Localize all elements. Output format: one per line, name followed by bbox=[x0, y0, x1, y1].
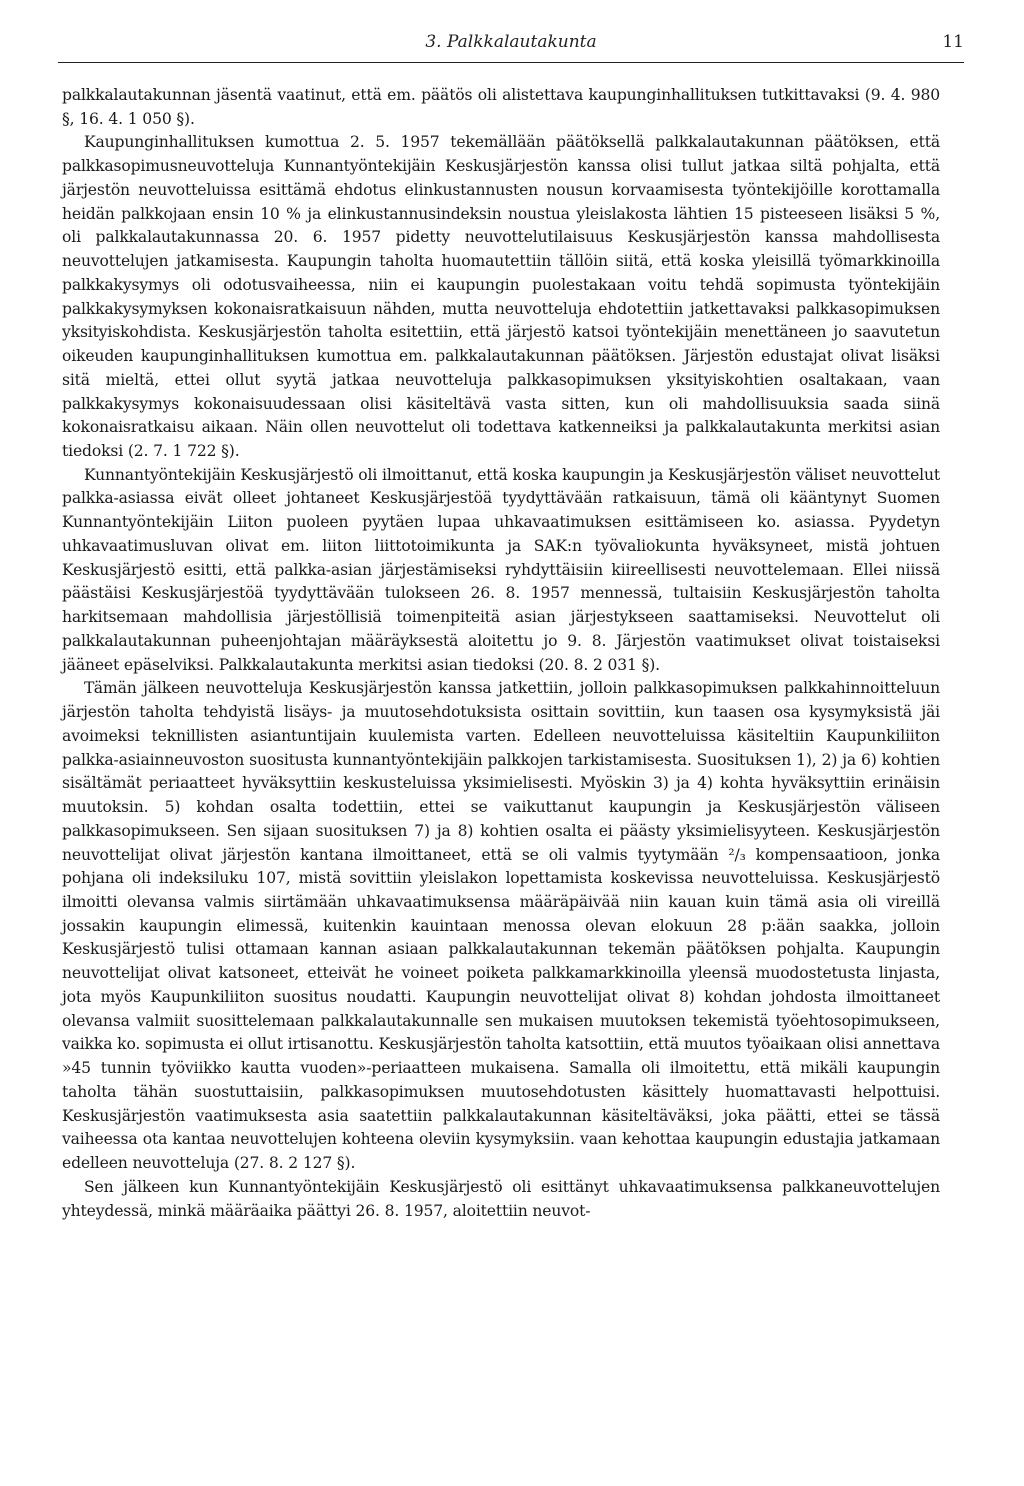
page-number: 11 bbox=[942, 32, 964, 52]
paragraph: Kaupunginhallituksen kumottua 2. 5. 1957 tekemällään päätöksellä palkkalautakunnan päätöksen, että palkkasopimusneuvotteluja Kunnantyöntekijäin Keskusjärjestön kanssa olisi tullut jatkaa siltä pohjalta, että järjestön neuvotteluissa esittämä ehdotus elinkustannusten nousun korvaamisesta työntekijöille korottamalla heidän palkkojaan ensin 10 % ja elinkustannusindeksin noustua yleislakosta lähtien 15 pisteeseen lisäksi 5 %, oli palkkalautakunnassa 20. 6. 1957 pidetty neuvottelutilaisuus Keskusjärjestön kanssa mahdollisesta neuvottelujen jatkamisesta. Kaupungin taholta huomautettiin tällöin siitä, että koska yleisillä työmarkkinoilla palkkakysymys oli odotusvaiheessa, niin ei kaupungin puolestakaan voitu tehdä sopimusta työntekijäin palkkakysymyksen kokonaisratkaisuun nähden, mutta neuvotteluja ehdotettiin jatkettavaksi palkkasopimuksen yksityiskohdista. Keskusjärjestön taholta esitettiin, että järjestö katsoi työntekijäin menettäneen jo saavutetun oikeuden kaupunginhallituksen kumottua em. palkkalautakunnan päätöksen. Järjestön edustajat olivat lisäksi sitä mieltä, ettei ollut syytä jatkaa neuvotteluja palkkasopimuksen yksityiskohtien osaltakaan, vaan palkkakysymys kokonaisuudessaan olisi käsiteltävä vasta sitten, kun oli mahdollisuuksia saada siinä kokonaisratkaisu aikaan. Näin ollen neuvottelut oli todettava katkenneiksi ja palkkalautakunta merkitsi asian tiedoksi (2. 7. 1 722 §). bbox=[62, 133, 940, 461]
paragraph: palkkalautakunnan jäsentä vaatinut, että em. päätös oli alistettava kaupunginhallituksen tutkittavaksi (9. 4. 980 §, 16. 4. 1 050 §). bbox=[62, 86, 940, 128]
paragraph: Tämän jälkeen neuvotteluja Keskusjärjestön kanssa jatkettiin, jolloin palkkasopimuksen palkkahinnoitteluun järjestön taholta tehdyistä lisäys- ja muutosehdotuksista osittain sovittiin, kun taasen osa kysymyksistä jäi avoimeksi teknillisten asiantuntijain kuulemista varten. Edelleen neuvotteluissa käsiteltiin Kaupunkiliiton palkka-asiainneuvoston suositusta kunnantyöntekijäin palkkojen tarkistamisesta. Suosituksen 1), 2) ja 6) kohtien sisältämät periaatteet hyväksyttiin keskusteluissa yksimielisesti. Myöskin 3) ja 4) kohta hyväksyttiin erinäisin muutoksin. 5) kohdan osalta todettiin, ettei se vaikuttanut kaupungin ja Keskusjärjestön väliseen palkkasopimukseen. Sen sijaan suosituksen 7) ja 8) kohtien osalta ei päästy yksimielisyyteen. Keskusjärjestön neuvottelijat olivat järjestön kantana ilmoittaneet, että se oli valmis tyytymään ²/₃ kompensaatioon, jonka pohjana oli indeksiluku 107, mistä sovittiin yleislakon lopettamista koskevissa neuvotteluissa. Keskusjärjestö ilmoitti olevansa valmis siirtämään uhkavaatimuksensa määräpäivää niin kauan kuin tämä asia oli vireillä jossakin kaupungin elimessä, kuitenkin kauintaan menossa olevan elokuun 28 p:ään saakka, jolloin Keskusjärjestö tulisi ottamaan kannan asiaan palkkalautakunnan tekemän päätöksen pohjalta. Kaupungin neuvottelijat olivat katsoneet, etteivät he voineet poiketa palkkamarkkinoilla yleensä muodostetusta linjasta, jota myös Kaupunkiliiton suositus noudatti. Kaupungin neuvottelijat olivat 8) kohdan johdosta ilmoittaneet olevansa valmiit suosittelemaan palkkalautakunnalle sen mukaisen muutoksen tekemistä työehtosopimukseen, vaikka ko. sopimusta ei ollut irtisanottu. Keskusjärjestön taholta katsottiin, että muutos työaikaan olisi annettava »45 tunnin työviikko kautta vuoden»-periaatteen mukaisena. Samalla oli ilmoitettu, että mikäli kaupungin taholta tähän suostuttaisiin, palkkasopimuksen muutosehdotusten käsittely huomattavasti helpottuisi. Keskusjärjestön vaatimuksesta asia saatettiin palkkalautakunnan käsiteltäväksi, joka päätti, ettei se tässä vaiheessa ota kantaa neuvottelujen kohteena oleviin kysymyksiin. vaan kehottaa kaupungin edustajia jatkamaan edelleen neuvotteluja (27. 8. 2 127 §). bbox=[62, 679, 940, 1173]
paragraph: Sen jälkeen kun Kunnantyöntekijäin Keskusjärjestö oli esittänyt uhkavaatimuksensa palkkaneuvottelujen yhteydessä, minkä määräaika päättyi 26. 8. 1957, aloitettiin neuvot- bbox=[62, 1177, 940, 1220]
section-title: 3. Palkkalautakunta bbox=[425, 32, 597, 52]
body-text bbox=[62, 84, 940, 1223]
running-header bbox=[58, 30, 964, 60]
header-rule bbox=[58, 62, 964, 63]
paragraph: Kunnantyöntekijäin Keskusjärjestö oli ilmoittanut, että koska kaupungin ja Keskusjärjestön väliset neuvottelut palkka-asiassa eivät olleet johtaneet Keskusjärjestöä tyydyttävään ratkaisuun, tämä oli kääntynyt Suomen Kunnantyöntekijäin Liiton puoleen pyytäen lupaa uhkavaatimuksen esittämiseen ko. asiassa. Pyydetyn uhkavaatimusluvan olivat em. liiton liittotoimikunta ja SAK:n työvaliokunta hyväksyneet, mistä johtuen Keskusjärjestö esitti, että palkka-asian järjestämiseksi ryhdyttäisiin kiireellisesti neuvottelemaan. Ellei niissä päästäisi Keskusjärjestöä tyydyttävään tulokseen 26. 8. 1957 mennessä, tultaisiin Keskusjärjestön taholta harkitsemaan mahdollisia järjestöllisiä toimenpiteitä asian järjestykseen saattamiseksi. Neuvottelut oli palkkalautakunnan puheenjohtajan määräyksestä aloitettu jo 9. 8. Järjestön vaatimukset olivat toistaiseksi jääneet epäselviksi. Palkkalautakunta merkitsi asian tiedoksi (20. 8. 2 031 §). bbox=[62, 465, 940, 674]
